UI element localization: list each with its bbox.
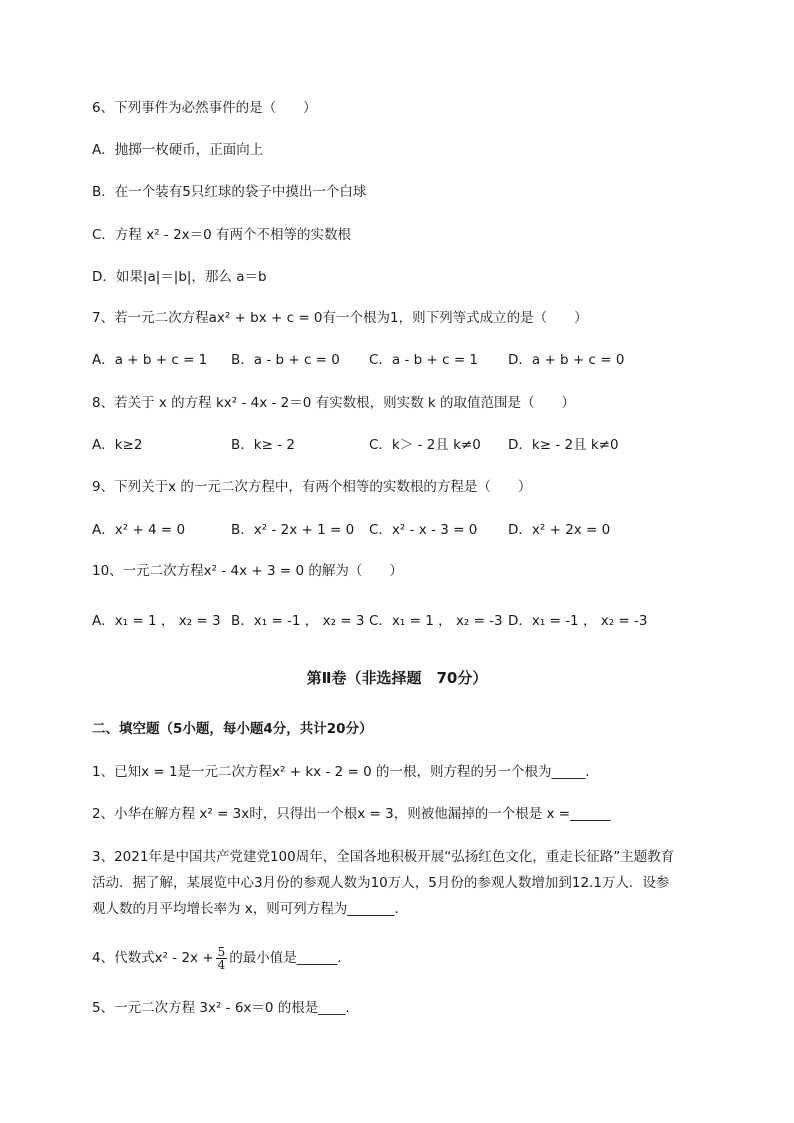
section-title: 第Ⅱ卷（非选择题 70分） bbox=[306, 669, 488, 687]
q10-options bbox=[92, 611, 712, 631]
q8-stem: 8、若关于 x 的方程 kx² - 4x - 2＝0 有实数根，则实数 k 的取值范围是（ ） bbox=[92, 395, 576, 411]
q6-option-c: C．方程 x² - 2x＝0 有两个不相等的实数根 bbox=[92, 227, 352, 243]
fraction-denominator: 4 bbox=[217, 957, 226, 972]
q10-stem: 10、一元二次方程x² - 4x + 3 = 0 的解为（ ） bbox=[92, 563, 403, 579]
q6-option-a: A．抛掷一枚硬币，正面向上 bbox=[92, 142, 264, 158]
q8-option-b: B．k≥ - 2 bbox=[231, 437, 295, 453]
fill-q3-line1: 3、2021年是中国共产党建党100周年，全国各地积极开展“弘扬红色文化，重走长征路”主题教育 bbox=[92, 849, 675, 865]
q7-option-b: B．a - b + c = 0 bbox=[231, 352, 340, 368]
q6-option-b: B．在一个装有5只红球的袋子中摸出一个白球 bbox=[92, 184, 367, 200]
q8-option-c: C．k＞ - 2且 k≠0 bbox=[369, 437, 481, 453]
q7-option-a: A．a + b + c = 1 bbox=[92, 352, 208, 368]
q7-options bbox=[92, 350, 712, 370]
q9-option-c: C．x² - x - 3 = 0 bbox=[369, 522, 478, 538]
q10-option-c: C．x₁ = 1 ， x₂ = -3 bbox=[369, 613, 503, 629]
q9-option-a: A．x² + 4 = 0 bbox=[92, 522, 186, 538]
fill-q4 bbox=[92, 945, 342, 971]
fill-q2: 2、小华在解方程 x² = 3x时，只得出一个根x = 3，则被他漏掉的一个根是 x =______ bbox=[92, 806, 611, 822]
q7-option-c: C．a - b + c = 1 bbox=[369, 352, 479, 368]
fill-q3-line2: 活动．据了解，某展览中心3月份的参观人数为10万人，5月份的参观人数增加到12.1万人．设参 bbox=[92, 875, 670, 891]
fill-q5: 5、一元二次方程 3x² - 6x＝0 的根是____. bbox=[92, 1000, 350, 1016]
q7-stem: 7、若一元二次方程ax² + bx + c = 0有一个根为1，则下列等式成立的是（ ） bbox=[92, 310, 588, 326]
fill-q4-prefix: 4、代数式x² - 2x + bbox=[92, 950, 214, 966]
fill-q1: 1、已知x = 1是一元二次方程x² + kx - 2 = 0 的一根，则方程的另一个根为_____. bbox=[92, 764, 590, 780]
fill-q3-line3: 观人数的月平均增长率为 x，则可列方程为_______. bbox=[92, 901, 399, 917]
fill-q4-suffix: 的最小值是______. bbox=[229, 950, 342, 966]
q8-options bbox=[92, 435, 712, 455]
q8-option-d: D．k≥ - 2且 k≠0 bbox=[508, 437, 619, 453]
q10-option-b: B．x₁ = -1 ， x₂ = 3 bbox=[231, 613, 365, 629]
q10-option-a: A．x₁ = 1 ， x₂ = 3 bbox=[92, 613, 221, 629]
fraction-numerator: 5 bbox=[217, 944, 226, 959]
q10-option-d: D．x₁ = -1 ， x₂ = -3 bbox=[508, 613, 648, 629]
q9-stem: 9、下列关于x 的一元二次方程中，有两个相等的实数根的方程是（ ） bbox=[92, 479, 532, 495]
fill-q4-fraction bbox=[216, 946, 228, 971]
q9-option-d: D．x² + 2x = 0 bbox=[508, 522, 611, 538]
q8-option-a: A．k≥2 bbox=[92, 437, 143, 453]
q9-option-b: B．x² - 2x + 1 = 0 bbox=[231, 522, 355, 538]
q6-option-d: D．如果|a|＝|b|，那么 a＝b bbox=[92, 269, 267, 285]
q9-options bbox=[92, 520, 712, 540]
part-title: 二、填空题（5小题，每小题4分，共计20分） bbox=[92, 721, 373, 737]
q6-stem: 6、下列事件为必然事件的是（ ） bbox=[92, 100, 317, 116]
q7-option-d: D．a + b + c = 0 bbox=[508, 352, 625, 368]
